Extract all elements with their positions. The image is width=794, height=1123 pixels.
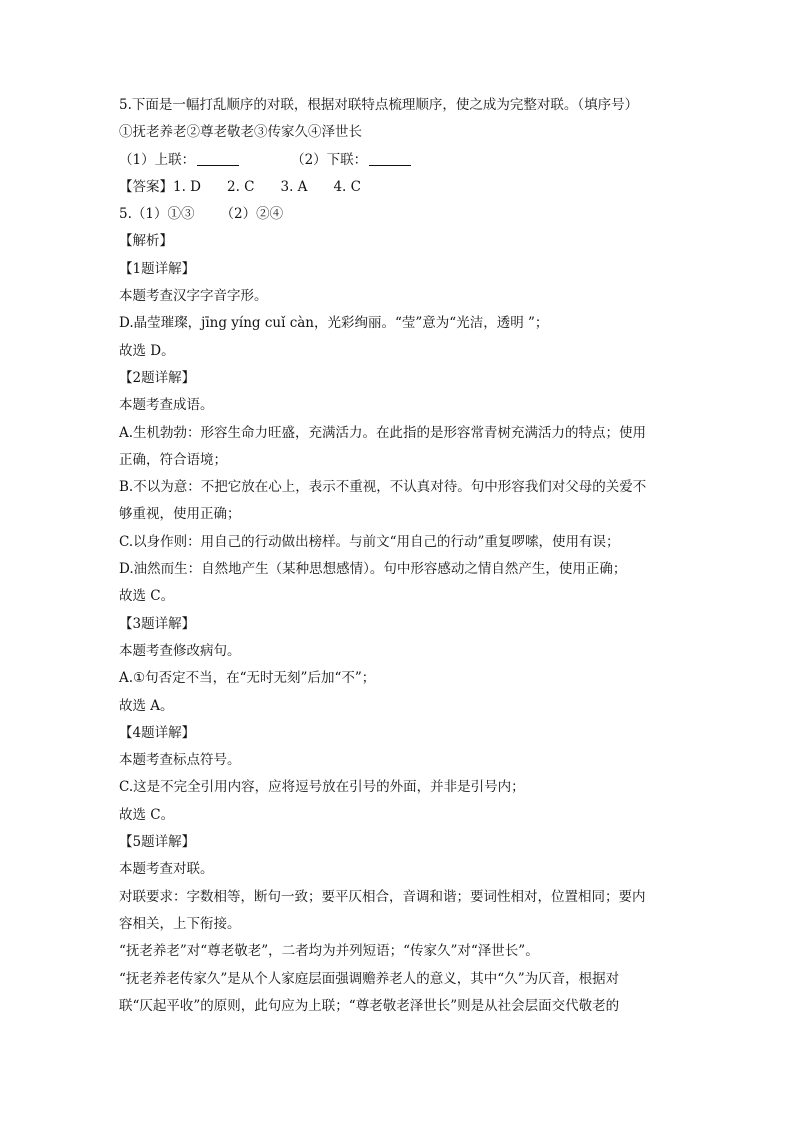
analysis-line: 故选 C。 xyxy=(119,806,175,823)
analysis-line: 联“仄起平收”的原则，此句应为上联；“尊老敬老泽世长”则是从社会层面交代敬老的 xyxy=(119,997,620,1014)
question-options: ①抚老养老②尊老敬老③传家久④泽世长 xyxy=(119,124,362,141)
part1-label: （1）上联： xyxy=(119,151,196,168)
analysis-line: “抚老养老传家久”是从个人家庭层面强调赡养老人的意义，其中“久”为仄音，根据对 xyxy=(119,970,620,987)
analysis-line: 正确，符合语境； xyxy=(119,451,227,468)
answer-item: 1. D xyxy=(173,178,201,195)
analysis-line: 本题考查成语。 xyxy=(119,397,214,414)
analysis-line: 本题考查对联。 xyxy=(119,861,214,878)
analysis-line: 本题考查标点符号。 xyxy=(119,752,241,769)
analysis-line: 故选 D。 xyxy=(119,342,175,359)
analysis-line: C.以身作则：用自己的行动做出榜样。与前文“用自己的行动”重复啰嗦，使用有误； xyxy=(119,533,620,550)
analysis-line: 本题考查修改病句。 xyxy=(119,642,241,659)
answer-line xyxy=(119,174,679,201)
analysis-line: A.①句否定不当，在“无时无刻”后加“不”； xyxy=(119,670,376,687)
analysis-line: “抚老养老”对“尊老敬老”，二者均为并列短语；“传家久”对“泽世长”。 xyxy=(119,943,539,960)
analysis-line: C.这是不完全引用内容，应将逗号放在引号的外面，并非是引号内； xyxy=(119,779,525,796)
analysis-line: 故选 C。 xyxy=(119,588,175,605)
answer-label: 【答案】 xyxy=(119,178,173,195)
analysis-line: 本题考查汉字字音字形。 xyxy=(119,288,268,305)
analysis-line: 故选 A。 xyxy=(119,697,174,714)
analysis-line: B.不以为意：不把它放在心上，表示不重视，不认真对待。句中形容我们对父母的关爱不 xyxy=(119,479,647,496)
analysis-line: 【4题详解】 xyxy=(119,724,196,741)
part2-blank xyxy=(369,151,411,166)
analysis-line: 【3题详解】 xyxy=(119,615,196,632)
question-parts xyxy=(119,147,679,174)
analysis-line: 够重视，使用正确； xyxy=(119,506,241,523)
analysis-label: 【解析】 xyxy=(119,233,173,250)
analysis-line: 【1题详解】 xyxy=(119,260,196,277)
question-stem: 5.下面是一幅打乱顺序的对联，根据对联特点梳理顺序，使之成为完整对联。（填序号） xyxy=(119,97,639,113)
analysis-line: A.生机勃勃：形容生命力旺盛，充满活力。在此指的是形容常青树充满活力的特点；使用 xyxy=(119,424,647,441)
analysis-line: 【2题详解】 xyxy=(119,369,196,386)
analysis-line: D.晶莹璀璨，jīng yíng cuǐ càn，光彩绚丽。“莹”意为“光洁，透明 ”； xyxy=(119,315,549,332)
analysis-body xyxy=(119,256,679,1020)
part1-blank xyxy=(197,151,239,166)
answer-item: 2. C xyxy=(227,178,255,195)
analysis-line: 容相关，上下衔接。 xyxy=(119,915,241,932)
analysis-line: D.油然而生：自然地产生（某种思想感情）。句中形容感动之情自然产生，使用正确； xyxy=(119,561,627,578)
analysis-line: 对联要求：字数相等，断句一致；要平仄相合，音调和谐；要词性相对，位置相同；要内 xyxy=(119,888,646,905)
document-page xyxy=(119,92,679,1020)
answer-item: 4. C xyxy=(333,178,361,195)
part2-label: （2）下联： xyxy=(291,151,368,168)
answer-q5: 5.（1）①③ （2）②④ xyxy=(119,206,284,223)
answer-item: 3. A xyxy=(280,178,308,195)
analysis-line: 【5题详解】 xyxy=(119,834,196,851)
